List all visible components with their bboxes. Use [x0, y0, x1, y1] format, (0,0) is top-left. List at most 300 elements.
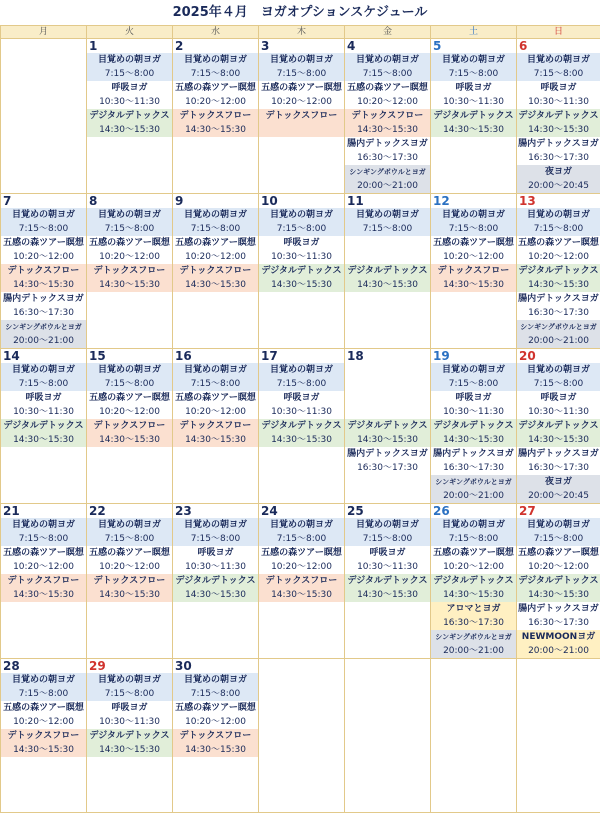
event-name: 五感の森ツアー瞑想: [87, 236, 172, 250]
event-time: 7:15〜8:00: [173, 377, 258, 391]
day-cell: [259, 504, 345, 659]
event-name: [345, 391, 430, 405]
event-block: [87, 109, 172, 137]
event-time: 20:00〜21:00: [1, 334, 86, 348]
day-cell: [87, 194, 173, 349]
event-block: [173, 419, 258, 447]
empty-day-cell: [259, 659, 345, 813]
day-number: 16: [173, 349, 258, 363]
day-number: 25: [345, 504, 430, 518]
event-name: デジタルデトックス: [517, 264, 600, 278]
event-time: 7:15〜8:00: [259, 532, 344, 546]
event-block: [173, 574, 258, 602]
event-time: 7:15〜8:00: [173, 67, 258, 81]
day-cell: [345, 504, 431, 659]
event-name: 五感の森ツアー瞑想: [87, 391, 172, 405]
event-name: デトックスフロー: [259, 574, 344, 588]
event-time: 16:30〜17:30: [517, 151, 600, 165]
event-block: [517, 546, 600, 574]
weekday-wed: 水: [173, 26, 259, 39]
event-block: [517, 363, 600, 391]
event-name: デジタルデトックス: [173, 574, 258, 588]
day-cell: [87, 349, 173, 504]
event-name: 五感の森ツアー瞑想: [259, 546, 344, 560]
event-name: デジタルデトックス: [87, 729, 172, 743]
event-name: 呼吸ヨガ: [431, 391, 516, 405]
event-name: デジタルデトックス: [259, 264, 344, 278]
event-time: 16:30〜17:30: [517, 461, 600, 475]
event-time: 7:15〜8:00: [431, 222, 516, 236]
calendar-table: [0, 25, 600, 813]
event-name: 呼吸ヨガ: [87, 701, 172, 715]
event-time: 7:15〜8:00: [173, 222, 258, 236]
event-block: [345, 363, 430, 391]
event-block: [259, 546, 344, 574]
event-block: [431, 391, 516, 419]
event-name: 目覚めの朝ヨガ: [87, 208, 172, 222]
weekday-tue: 火: [87, 26, 173, 39]
event-name: デジタルデトックス: [517, 574, 600, 588]
day-number: 3: [259, 39, 344, 53]
weekday-sat: 土: [431, 26, 517, 39]
event-time: 14:30〜15:30: [87, 433, 172, 447]
event-block: [431, 546, 516, 574]
event-block: [87, 673, 172, 701]
event-time: 7:15〜8:00: [87, 222, 172, 236]
event-name: 目覚めの朝ヨガ: [259, 208, 344, 222]
day-cell: [87, 659, 173, 813]
event-name: デジタルデトックス: [259, 419, 344, 433]
event-block: [259, 419, 344, 447]
day-cell: [173, 194, 259, 349]
event-time: 10:20〜12:00: [345, 95, 430, 109]
day-number: 6: [517, 39, 600, 53]
event-name: デトックスフロー: [1, 729, 86, 743]
event-name: デジタルデトックス: [517, 419, 600, 433]
event-time: 10:30〜11:30: [345, 560, 430, 574]
event-block: [87, 574, 172, 602]
event-name: 目覚めの朝ヨガ: [517, 518, 600, 532]
event-name: デトックスフロー: [173, 729, 258, 743]
event-block: [517, 447, 600, 475]
day-number: 30: [173, 659, 258, 673]
event-time: 7:15〜8:00: [345, 532, 430, 546]
event-time: 14:30〜15:30: [173, 743, 258, 757]
event-block: [345, 518, 430, 546]
event-name: シンギングボウルとヨガ: [517, 320, 600, 334]
event-time: 10:20〜12:00: [87, 250, 172, 264]
event-name: 五感の森ツアー瞑想: [517, 236, 600, 250]
event-block: [345, 208, 430, 236]
event-block: [173, 363, 258, 391]
event-block: [517, 109, 600, 137]
calendar-week-row: [1, 349, 600, 504]
day-cell: [517, 349, 600, 504]
event-time: 7:15〜8:00: [517, 222, 600, 236]
event-block: [173, 236, 258, 264]
event-name: 呼吸ヨガ: [259, 391, 344, 405]
event-name: 呼吸ヨガ: [259, 236, 344, 250]
day-number: 9: [173, 194, 258, 208]
event-time: 10:30〜11:30: [431, 405, 516, 419]
event-block: [173, 518, 258, 546]
day-number: 15: [87, 349, 172, 363]
event-time: 14:30〜15:30: [1, 278, 86, 292]
event-name: 腸内デトックスヨガ: [517, 447, 600, 461]
day-number: 19: [431, 349, 516, 363]
event-time: 16:30〜17:30: [431, 461, 516, 475]
day-cell: [517, 504, 600, 659]
event-name: 五感の森ツアー瞑想: [1, 701, 86, 715]
event-time: 10:20〜12:00: [259, 95, 344, 109]
event-name: 目覚めの朝ヨガ: [87, 53, 172, 67]
event-name: 目覚めの朝ヨガ: [345, 208, 430, 222]
day-cell: [345, 39, 431, 194]
event-name: 呼吸ヨガ: [173, 546, 258, 560]
empty-day-cell: [431, 659, 517, 813]
event-name: 腸内デトックスヨガ: [517, 137, 600, 151]
event-block: [517, 208, 600, 236]
day-number: 13: [517, 194, 600, 208]
event-name: デトックスフロー: [1, 574, 86, 588]
event-time: 10:20〜12:00: [1, 560, 86, 574]
empty-day-cell: [345, 659, 431, 813]
weekday-mon: 月: [1, 26, 87, 39]
event-block: [345, 236, 430, 264]
event-time: 14:30〜15:30: [517, 433, 600, 447]
event-name: 目覚めの朝ヨガ: [345, 518, 430, 532]
event-block: [1, 236, 86, 264]
event-time: 10:30〜11:30: [517, 405, 600, 419]
event-name: デトックスフロー: [173, 264, 258, 278]
event-time: 20:00〜20:45: [517, 179, 600, 193]
event-block: [431, 109, 516, 137]
event-block: [173, 264, 258, 292]
day-number: 7: [1, 194, 86, 208]
event-name: 目覚めの朝ヨガ: [1, 363, 86, 377]
event-time: 10:20〜12:00: [173, 250, 258, 264]
day-cell: [173, 504, 259, 659]
event-time: 7:15〜8:00: [517, 532, 600, 546]
event-time: 20:00〜21:00: [517, 644, 600, 658]
event-time: 16:30〜17:30: [517, 306, 600, 320]
day-cell: [173, 39, 259, 194]
event-time: 10:20〜12:00: [517, 250, 600, 264]
event-name: 呼吸ヨガ: [1, 391, 86, 405]
event-time: 10:30〜11:30: [259, 250, 344, 264]
day-number: 1: [87, 39, 172, 53]
event-block: [1, 320, 86, 348]
event-name: 目覚めの朝ヨガ: [1, 673, 86, 687]
event-time: 7:15〜8:00: [345, 222, 430, 236]
event-time: 7:15〜8:00: [259, 67, 344, 81]
event-time: 14:30〜15:30: [1, 433, 86, 447]
event-time: 7:15〜8:00: [1, 377, 86, 391]
event-block: [431, 475, 516, 503]
event-block: [517, 475, 600, 503]
weekday-header-row: [1, 26, 600, 39]
event-time: 14:30〜15:30: [431, 588, 516, 602]
event-time: 14:30〜15:30: [173, 588, 258, 602]
event-time: 7:15〜8:00: [345, 67, 430, 81]
event-block: [1, 701, 86, 729]
event-block: [517, 630, 600, 658]
day-cell: [345, 194, 431, 349]
weekday-fri: 金: [345, 26, 431, 39]
event-time: 10:30〜11:30: [1, 405, 86, 419]
event-name: 目覚めの朝ヨガ: [1, 518, 86, 532]
event-block: [87, 518, 172, 546]
event-name: 腸内デトックスヨガ: [345, 447, 430, 461]
event-block: [431, 53, 516, 81]
event-name: 五感の森ツアー瞑想: [173, 81, 258, 95]
event-time: 7:15〜8:00: [431, 67, 516, 81]
event-block: [345, 53, 430, 81]
event-time: 7:15〜8:00: [173, 532, 258, 546]
day-cell: [1, 659, 87, 813]
event-block: [87, 264, 172, 292]
event-block: [345, 546, 430, 574]
event-block: [431, 574, 516, 602]
event-name: デトックスフロー: [345, 109, 430, 123]
event-block: [173, 81, 258, 109]
event-time: 10:20〜12:00: [431, 560, 516, 574]
event-name: アロマとヨガ: [431, 602, 516, 616]
event-block: [173, 546, 258, 574]
event-block: [259, 391, 344, 419]
event-time: 14:30〜15:30: [259, 588, 344, 602]
event-block: [1, 419, 86, 447]
event-block: [173, 729, 258, 757]
event-name: デジタルデトックス: [345, 574, 430, 588]
day-number: 23: [173, 504, 258, 518]
event-block: [1, 729, 86, 757]
event-block: [345, 391, 430, 419]
event-block: [1, 208, 86, 236]
event-time: 7:15〜8:00: [87, 67, 172, 81]
event-name: デトックスフロー: [1, 264, 86, 278]
event-name: 五感の森ツアー瞑想: [173, 391, 258, 405]
event-block: [87, 701, 172, 729]
event-block: [517, 419, 600, 447]
event-block: [431, 419, 516, 447]
event-time: 14:30〜15:30: [87, 123, 172, 137]
calendar-body: [1, 39, 600, 813]
day-cell: [173, 659, 259, 813]
event-block: [431, 81, 516, 109]
day-cell: [517, 194, 600, 349]
day-cell: [87, 504, 173, 659]
event-block: [259, 53, 344, 81]
event-name: 目覚めの朝ヨガ: [173, 518, 258, 532]
event-name: 呼吸ヨガ: [431, 81, 516, 95]
event-time: 7:15〜8:00: [259, 222, 344, 236]
event-name: 腸内デトックスヨガ: [517, 602, 600, 616]
event-block: [345, 165, 430, 193]
event-name: デジタルデトックス: [431, 109, 516, 123]
day-cell: [517, 39, 600, 194]
event-name: 五感の森ツアー瞑想: [1, 546, 86, 560]
event-time: 7:15〜8:00: [431, 532, 516, 546]
event-name: デジタルデトックス: [345, 264, 430, 278]
day-number: 4: [345, 39, 430, 53]
event-time: 16:30〜17:30: [345, 461, 430, 475]
weekday-thu: 木: [259, 26, 345, 39]
event-block: [173, 53, 258, 81]
event-name: シンギングボウルとヨガ: [431, 475, 516, 489]
event-block: [87, 81, 172, 109]
event-block: [517, 165, 600, 193]
event-block: [87, 546, 172, 574]
event-time: 16:30〜17:30: [431, 616, 516, 630]
event-name: 五感の森ツアー瞑想: [173, 701, 258, 715]
event-block: [345, 81, 430, 109]
event-block: [87, 236, 172, 264]
event-time: 16:30〜17:30: [345, 151, 430, 165]
event-time: 16:30〜17:30: [1, 306, 86, 320]
event-block: [259, 109, 344, 137]
event-name: 目覚めの朝ヨガ: [517, 53, 600, 67]
day-number: 29: [87, 659, 172, 673]
event-time: 10:30〜11:30: [87, 95, 172, 109]
event-name: 目覚めの朝ヨガ: [173, 363, 258, 377]
event-name: デトックスフロー: [431, 264, 516, 278]
event-name: デジタルデトックス: [1, 419, 86, 433]
event-time: 7:15〜8:00: [1, 222, 86, 236]
event-name: デジタルデトックス: [431, 419, 516, 433]
event-time: 10:20〜12:00: [173, 715, 258, 729]
event-name: デトックスフロー: [87, 419, 172, 433]
event-name: 五感の森ツアー瞑想: [431, 236, 516, 250]
event-time: 10:20〜12:00: [517, 560, 600, 574]
event-block: [173, 391, 258, 419]
event-block: [1, 264, 86, 292]
event-time: 14:30〜15:30: [1, 588, 86, 602]
event-time: 14:30〜15:30: [345, 123, 430, 137]
event-time: 7:15〜8:00: [173, 687, 258, 701]
event-time: 14:30〜15:30: [87, 278, 172, 292]
day-number: 21: [1, 504, 86, 518]
day-cell: [1, 349, 87, 504]
day-number: 8: [87, 194, 172, 208]
event-name: 目覚めの朝ヨガ: [345, 53, 430, 67]
event-time: 10:20〜12:00: [87, 560, 172, 574]
day-number: 10: [259, 194, 344, 208]
day-cell: [173, 349, 259, 504]
event-name: 目覚めの朝ヨガ: [1, 208, 86, 222]
event-time: [259, 123, 344, 137]
event-name: 呼吸ヨガ: [87, 81, 172, 95]
event-name: 目覚めの朝ヨガ: [173, 53, 258, 67]
event-block: [1, 391, 86, 419]
event-time: 10:20〜12:00: [259, 560, 344, 574]
event-name: 目覚めの朝ヨガ: [259, 53, 344, 67]
day-cell: [431, 39, 517, 194]
event-name: シンギングボウルとヨガ: [1, 320, 86, 334]
event-time: 14:30〜15:30: [431, 278, 516, 292]
event-block: [173, 109, 258, 137]
event-block: [345, 419, 430, 447]
event-name: 五感の森ツアー瞑想: [345, 81, 430, 95]
event-time: 14:30〜15:30: [345, 588, 430, 602]
event-name: 腸内デトックスヨガ: [431, 447, 516, 461]
calendar-week-row: [1, 504, 600, 659]
day-cell: [259, 349, 345, 504]
event-time: 7:15〜8:00: [517, 377, 600, 391]
day-number: 17: [259, 349, 344, 363]
empty-day-cell: [1, 39, 87, 194]
event-time: 7:15〜8:00: [87, 687, 172, 701]
event-time: 14:30〜15:30: [173, 278, 258, 292]
event-block: [87, 391, 172, 419]
day-cell: [345, 349, 431, 504]
event-block: [517, 292, 600, 320]
day-number: 26: [431, 504, 516, 518]
event-block: [87, 419, 172, 447]
empty-day-cell: [517, 659, 600, 813]
event-name: 目覚めの朝ヨガ: [259, 518, 344, 532]
day-number: 20: [517, 349, 600, 363]
event-block: [1, 574, 86, 602]
weekday-sun: 日: [517, 26, 600, 39]
day-cell: [431, 194, 517, 349]
event-time: 14:30〜15:30: [87, 588, 172, 602]
event-name: デトックスフロー: [173, 109, 258, 123]
event-block: [1, 292, 86, 320]
event-time: 14:30〜15:30: [431, 123, 516, 137]
day-cell: [1, 504, 87, 659]
event-time: [345, 377, 430, 391]
day-number: 18: [345, 349, 430, 363]
event-name: 目覚めの朝ヨガ: [87, 673, 172, 687]
event-block: [1, 673, 86, 701]
event-time: 14:30〜15:30: [173, 123, 258, 137]
event-name: 五感の森ツアー瞑想: [1, 236, 86, 250]
event-block: [431, 447, 516, 475]
event-name: 目覚めの朝ヨガ: [173, 673, 258, 687]
event-name: [345, 363, 430, 377]
event-name: 呼吸ヨガ: [517, 391, 600, 405]
event-block: [87, 729, 172, 757]
event-time: 14:30〜15:30: [345, 433, 430, 447]
page-title: 2025年４月 ヨガオプションスケジュール: [0, 0, 600, 26]
event-time: 14:30〜15:30: [259, 278, 344, 292]
day-number: 27: [517, 504, 600, 518]
day-cell: [259, 194, 345, 349]
event-name: 腸内デトックスヨガ: [1, 292, 86, 306]
event-block: [87, 53, 172, 81]
day-number: 24: [259, 504, 344, 518]
event-block: [431, 518, 516, 546]
event-time: 10:20〜12:00: [1, 715, 86, 729]
event-block: [431, 363, 516, 391]
event-name: デジタルデトックス: [345, 419, 430, 433]
event-time: 20:00〜21:00: [517, 334, 600, 348]
event-time: 16:30〜17:30: [517, 616, 600, 630]
event-time: 10:20〜12:00: [1, 250, 86, 264]
event-block: [345, 109, 430, 137]
event-block: [517, 320, 600, 348]
day-number: 2: [173, 39, 258, 53]
event-block: [517, 81, 600, 109]
day-cell: [1, 194, 87, 349]
event-block: [517, 518, 600, 546]
event-block: [259, 264, 344, 292]
event-block: [259, 81, 344, 109]
event-time: 20:00〜21:00: [345, 179, 430, 193]
event-block: [431, 208, 516, 236]
event-block: [517, 602, 600, 630]
